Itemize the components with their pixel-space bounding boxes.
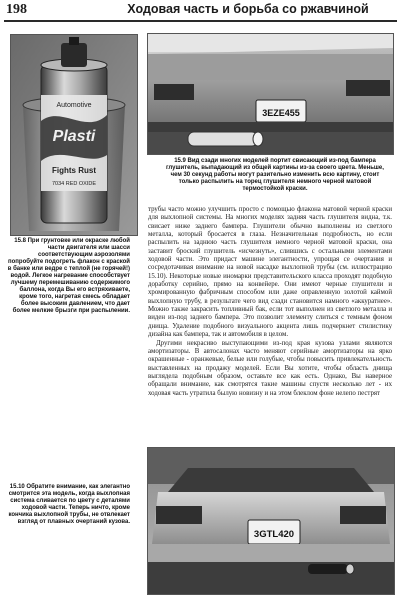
can-color-code: 7034 RED OXIDE <box>51 181 97 187</box>
can-brand: Plasti <box>52 128 96 145</box>
photo-car-rear-black-exhaust <box>147 447 395 595</box>
spray-can-illustration <box>11 35 137 235</box>
article-paragraph: Другими некрасиво выступающими из-под края кузова узлами являются амортизаторы. В автосалонах часто меняют серийные амортизаторы на ярко окрашенные - оранжевые, белые или голубые, чтобы повысить привлекательность выставленных на продажу моделей. Если Вы хотите, чтобы область днища выглядела подобным образом, оставьте все как есть. Однако, Вы наверное обращали внимание, как смотрятся такие машины спустя несколько лет - их ходовая часть утратила былую новизну и на этом блеклом фоне нелепо пестрят <box>148 339 392 397</box>
license-plate-text-bottom: 3GTL420 <box>253 529 295 540</box>
header-rule <box>4 20 397 22</box>
caption-figure-15-9: 15.9 Вид сзади многих моделей портит свисающий из-под бампера глушитель, выпадающий из общей картины из-за своего цвета. Меньше, чем 30 секунд работы могут разительно изменить всю картину, стоит только распылить на торец глушителя немного черной матовой термостойкой краски. <box>166 158 384 192</box>
caption-figure-15-10: 15.10 Обратите внимание, как элегантно смотрится эта модель, когда выхлопная система сливается по цвету с деталями ходовой части. Теперь ничто, кроме кончика выхлопной трубы, не отвлекает взгляд от плавных очертаний кузова. <box>8 484 130 525</box>
car-rear-illustration-2 <box>148 448 394 594</box>
can-product: Fights Rust <box>52 166 96 175</box>
can-label-top: Automotive <box>56 102 92 109</box>
chapter-title: Ходовая часть и борьба со ржавчиной <box>127 2 369 16</box>
photo-car-rear-muffler <box>147 33 394 155</box>
article-body <box>148 206 392 398</box>
article-paragraph: трубы часто можно улучшить просто с помощью флакона матовой черной краски для выхлопной системы. На многих моделях задняя часть глушителя видна, т.к. свисает ниже заднего бампера. Глушители обычно выполнены из светлого металла, который бросается в глаза. Незначительная подробность, но если распылить на заднюю часть глушителя немного черной матовой краски, она заставит броский глушитель «исчезнуть», слившись с остальными элементами ходовой части. Это придаст машине элегантности, упрощая се очертания и сосредотачивая внимание на новой насадке выхлопной трубы (см. иллюстрацию 15.10). Некоторые новые иномарки представительского класса проходят подобную доработку серийно, прямо на конвейере. Они имеют черные глушители и хромированную фабричным способом или даже оправленную золотой каймой выхлопную трубу, в результате чего вид сзади становится намного «аккуратнее». Можно также закрасить топливный бак, если тот выполнен из светлого металла и виден из-под заднего бампера. Это позволит элементу слиться с темным фоном днища. Удаление подобного визуального акцента лишь подчеркнет стилистику дизайна как бампера, так и автомобиля в целом. <box>148 206 392 339</box>
caption-figure-15-8: 15.8 При грунтовке или окраске любой части двигателя или шасси соответствующим аэрозолями попробуйте подогреть флакон с краской в банке или ведре с теплой (не горячей!) водой. Легкое нагревание способствует лучшему перемешиванию содержимого баллона, когда Вы его встряхиваете, кроме того, нагретая смесь обладает более высоким давлением, что дает более мелкие брызги при распылении. <box>7 238 130 314</box>
license-plate-text-top: 3EZE455 <box>262 108 300 118</box>
page-number: 198 <box>6 2 27 17</box>
car-rear-illustration <box>148 34 393 154</box>
photo-spray-can-in-bucket <box>10 34 138 236</box>
